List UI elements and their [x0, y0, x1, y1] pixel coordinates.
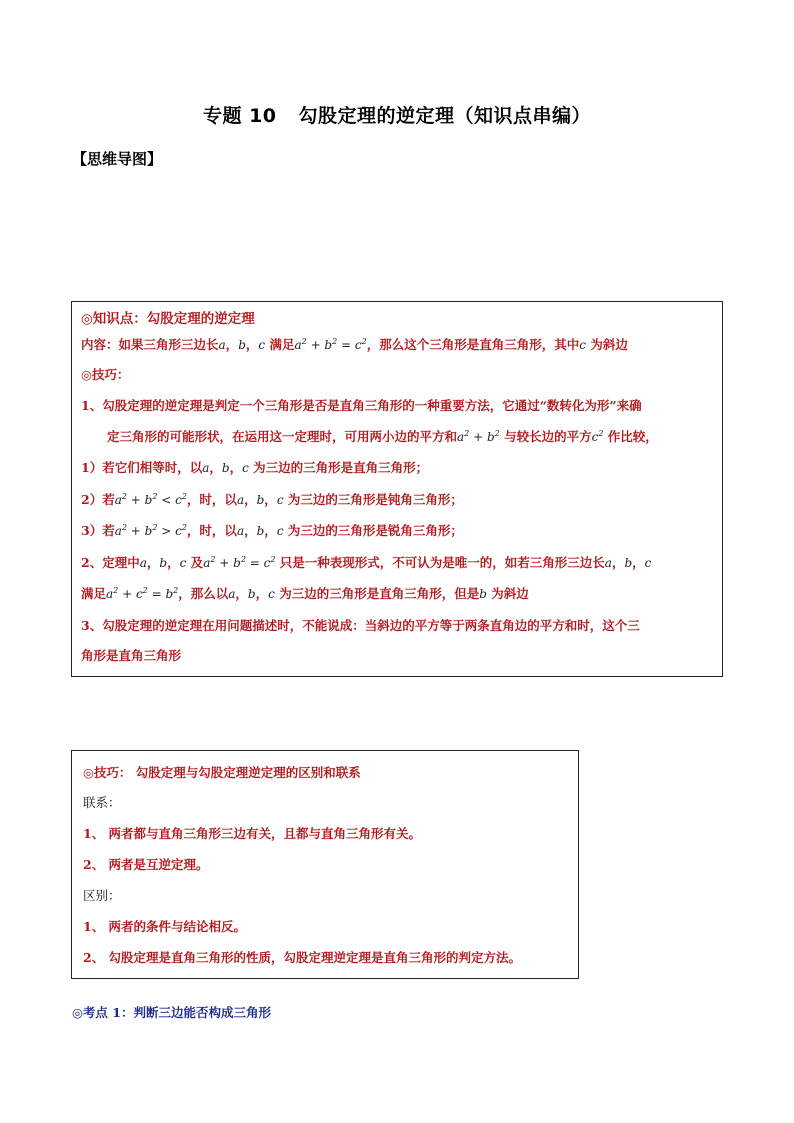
- point2-line1-suffix: 只是一种表现形式，不可认为是唯一的，如若三角形三边长: [279, 555, 605, 570]
- item3: 3）若$a^2 + b^2 > c^2$，时，以a，b，c 为三边的三角形是锐角三角形；: [81, 523, 463, 538]
- point1-line2: 定三角形的可能形状，在运用这一定理时，可用两小边的平方和$a^2 + b^2$ 与较长边的平方$c^2$ 作比较，: [107, 429, 658, 444]
- point2-line2-mid2: 为三边的三角形是直角三角形，但是: [279, 586, 480, 601]
- comparison-title: ◎技巧： 勾股定理与勾股定理逆定理的区别和联系: [83, 765, 361, 780]
- item2: 2）若$a^2 + b^2 < c^2$，时，以a，b，c 为三边的三角形是钝角三角形；: [81, 492, 463, 507]
- item2-prefix: 2）若: [81, 492, 115, 507]
- point3-line1: 3、勾股定理的逆定理在用问题描述时，不能说成：当斜边的平方等于两条直角边的平方和时，这个三: [81, 618, 640, 633]
- topic-title: 勾股定理的逆定理（知识点串编）: [298, 105, 592, 127]
- link-item-2: 2、 两者是互逆定理。: [83, 857, 209, 872]
- knowledge-title: ◎知识点：勾股定理的逆定理: [81, 311, 255, 327]
- link-label: 联系：: [83, 795, 121, 810]
- point2-line1-mid: 及: [190, 555, 204, 570]
- content-prefix: 内容：如果三角形三边长: [81, 337, 219, 352]
- diff-item-2: 2、 勾股定理是直角三角形的性质，勾股定理逆定理是直角三角形的判定方法。: [83, 950, 522, 965]
- exam-point-heading: ◎考点 1：判断三边能否构成三角形: [72, 1005, 271, 1020]
- content-end: 为斜边: [590, 337, 628, 352]
- point2-line2: 满足$a^2 + c^2 = b^2$，那么以a，b，c 为三边的三角形是直角三角形，但是b 为斜边: [81, 586, 529, 601]
- diff-label: 区别：: [83, 888, 121, 903]
- diff-item-1: 1、 两者的条件与结论相反。: [83, 919, 247, 934]
- skill-label: ◎技巧：: [81, 367, 130, 382]
- item2-suffix: 为三边的三角形是钝角三角形；: [287, 492, 463, 507]
- point2-line2-mid: ，那么以: [178, 586, 229, 601]
- point1-line1: 1、勾股定理的逆定理是判定一个三角形是否是直角三角形的一种重要方法，它通过“数转化为形”来确: [81, 398, 642, 413]
- link-item-1: 1、 两者都与直角三角形三边有关，且都与直角三角形有关。: [83, 826, 422, 841]
- topic-number: 专题 10: [202, 105, 277, 127]
- point2-line2-prefix: 满足: [81, 586, 107, 601]
- item1: 1）若它们相等时，以a，b，c 为三边的三角形是直角三角形；: [81, 460, 429, 475]
- point1-line2a: 定三角形的可能形状，在运用这一定理时，可用两小边的平方和: [107, 429, 458, 444]
- page-title: [0, 101, 794, 128]
- skill-comparison-box: [71, 750, 579, 979]
- knowledge-box: [71, 301, 723, 677]
- content-suffix: ，那么这个三角形是直角三角形，其中: [366, 337, 580, 352]
- point3-line2: 角形是直角三角形: [81, 648, 182, 663]
- point1-line2c: 作比较，: [607, 429, 658, 444]
- point2-line1-prefix: 2、定理中: [81, 555, 140, 570]
- item1-suffix: 为三边的三角形是直角三角形；: [253, 460, 429, 475]
- point2-line2-end: 为斜边: [491, 586, 529, 601]
- item2-mid: ，时，以: [186, 492, 237, 507]
- point2-line1: 2、定理中a，b，c 及$a^2 + b^2 = c^2$ 只是一种表现形式，不可认为是唯一的，如若三角形三边长a，b，c: [81, 555, 652, 570]
- item3-prefix: 3）若: [81, 523, 115, 538]
- point1-line2b: 与较长边的平方: [504, 429, 592, 444]
- item1-prefix: 1）若它们相等时，以: [81, 460, 203, 475]
- mind-map-label: 【思维导图】: [72, 150, 163, 168]
- content-line: 内容：如果三角形三边长a，b，c 满足$a^2 + b^2 = c^2$，那么这个三角形是直角三角形，其中c 为斜边: [81, 337, 628, 352]
- item3-suffix: 为三边的三角形是锐角三角形；: [287, 523, 463, 538]
- item3-mid: ，时，以: [186, 523, 237, 538]
- content-mid: 满足: [269, 337, 295, 352]
